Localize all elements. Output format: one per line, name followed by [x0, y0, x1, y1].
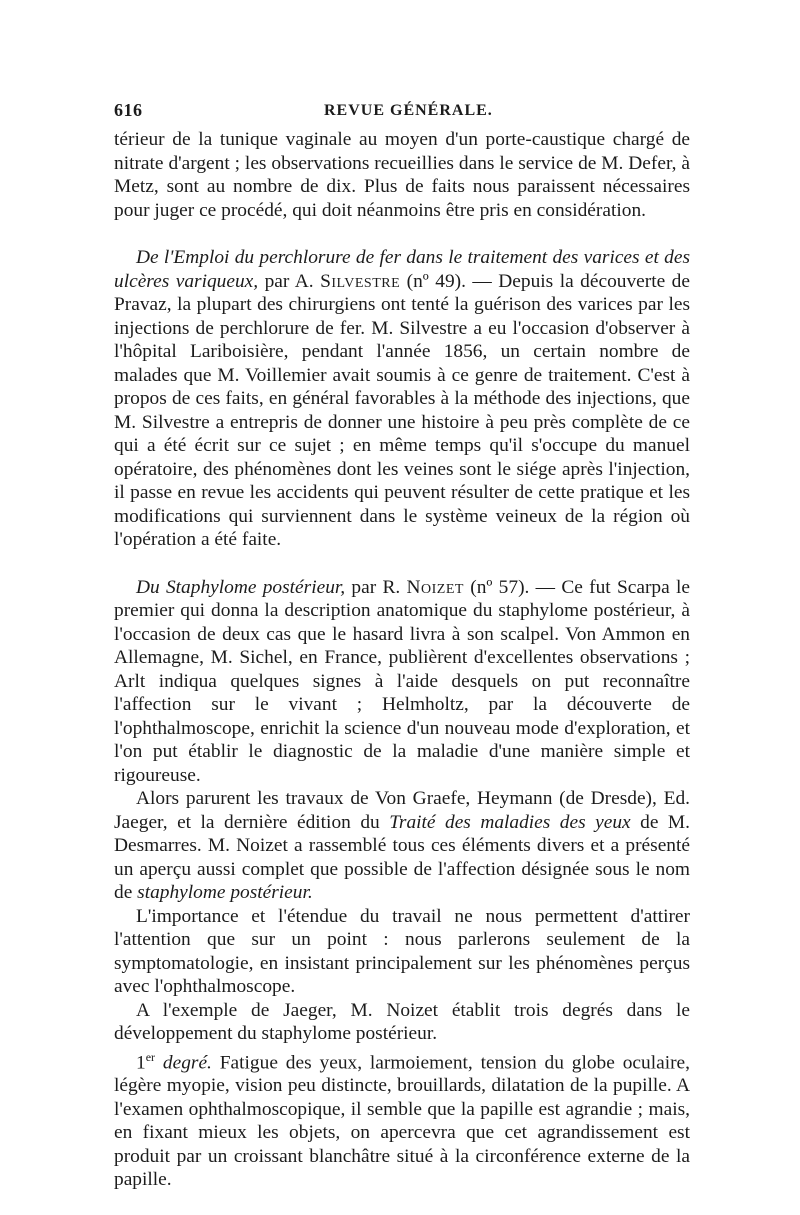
degree-superscript: er — [145, 1049, 156, 1064]
author-prefix: par A. — [258, 270, 321, 292]
running-title: REVUE GÉNÉRALE. — [324, 102, 493, 119]
paragraph-text: térieur de la tunique vaginale au moyen d'un porte-caustique chargé de nitrate d'argent ; les observations recueillies dans le service de M. Defer, à Metz, sont au nombre de dix. Plus de faits nous paraissent nécessaires pour juger ce procédé, qui doit néanmoins être pris en considération. — [114, 129, 690, 221]
paragraph-first-degree — [114, 1046, 690, 1192]
paragraph-text: Ce fut Scarpa le premier qui donna la description anatomique du staphylome postérieur, à l'occasion de deux cas que le hasard livra à son scalpel. Von Ammon en Allemagne, M. Sichel, en France, publièrent d'excellentes observations ; Arlt indiqua quelques signes à l'aide desquels on put reconnaître l'affection sur le vivant ; Helmholtz, par la découverte de l'ophthalmoscope, enrichit la science d'un nouveau mode d'exploration, et l'on put établir le diagnostic de la maladie d'une manière simple et rigoureuse. — [114, 576, 690, 786]
degree-number: 1 — [136, 1051, 146, 1073]
degree-label: degré. — [155, 1051, 212, 1073]
paragraph — [114, 787, 690, 905]
article-silvestre — [114, 246, 690, 552]
paragraph — [114, 999, 690, 1046]
paragraph-text: Fatigue des yeux, larmoiement, tension du globe oculaire, légère myopie, vision peu distincte, brouillards, dilatation de la pupille. A l'examen ophthalmoscopique, il semble que la papille est agrandie ; mais, en fixant mieux les objets, on apercevra que cet agrandissement est produit par un croissant blanchâtre situé à la circonférence externe de la papille. — [114, 1051, 690, 1191]
paragraph-text: A l'exemple de Jaeger, M. Noizet établit trois degrés dans le développement du staphylome postérieur. — [114, 999, 690, 1044]
paragraph-text: Alors parurent les travaux de Von Graefe, Heymann (de Dresde), Ed. Jaeger, et la dernière édition du — [114, 788, 690, 833]
page-number: 616 — [114, 100, 143, 120]
paragraph-text: Depuis la découverte de Pravaz, la plupart des chirurgiens ont tenté la guérison des varices par les injections de perchlorure de fer. M. Silvestre a eu l'occasion d'observer à l'hôpital Lariboisière, pendant l'année 1856, un certain nombre de malades que M. Voillemier avait soumis à ce genre de traitement. C'est à propos de ces faits, en général favorables à la méthode des injections, que M. Silvestre a entrepris de donner une histoire à peu près complète de ce qui a été écrit sur ce sujet ; en même temps qu'il s'occupe du manuel opératoire, des phénomènes dont les veines sont le siége après l'injection, il passe en revue les accidents qui peuvent résulter de cette pratique et les modifications qui surviennent dans le système veineux de la région où l'opération a été faite. — [114, 270, 690, 550]
paragraph-text: L'importance et l'étendue du travail ne nous permettent d'attirer l'attention que sur un point : nous parlerons seulement de la symptomatologie, en insistant principalement sur les phénomènes perçus avec l'ophthalmoscope. — [114, 905, 690, 997]
body-text — [114, 128, 690, 1192]
author-name: Silvestre — [320, 270, 401, 292]
paragraph — [114, 905, 690, 999]
term-italic: staphylome postérieur. — [137, 882, 313, 903]
page-header — [114, 100, 690, 124]
article-ref: (nº 49). — — [400, 270, 499, 292]
article-title: De l'Emploi du perchlorure de fer dans le traitement des varices et des ulcères variqueux, — [114, 247, 690, 292]
paragraph-text: de M. Desmarres. M. Noizet a rassemblé tous ces éléments divers et a présenté un aperçu aussi complet que possible de l'affection désignée sous le nom de — [114, 811, 690, 903]
article-ref: (nº 57). — — [463, 576, 562, 598]
article-noizet — [114, 576, 690, 788]
paragraph-continuation — [114, 128, 690, 222]
author-name: Noizet — [406, 576, 464, 598]
book-title: Traité des maladies des yeux — [389, 811, 631, 833]
article-title: Du Staphylome postérieur, — [136, 576, 346, 598]
author-prefix: par R. — [345, 576, 407, 598]
